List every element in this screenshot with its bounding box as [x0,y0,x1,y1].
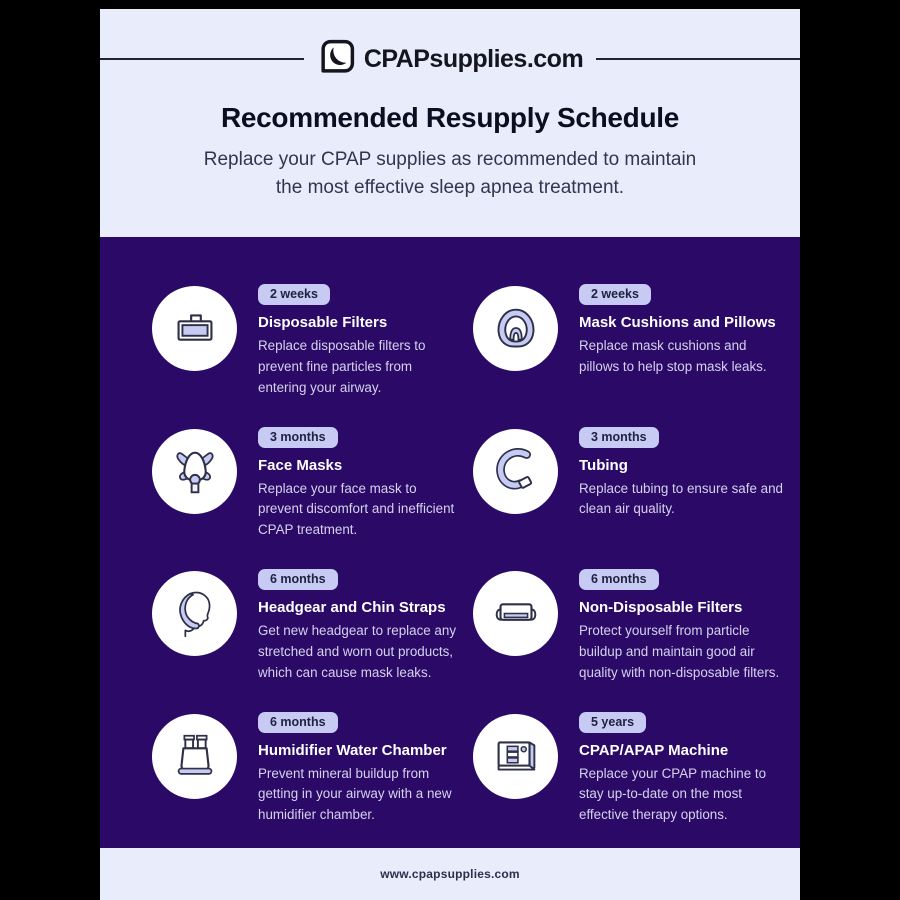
page-subtitle [100,146,800,201]
headgear-icon [166,585,224,643]
page-subtitle-line2: the most effective sleep apnea treatment. [275,176,625,198]
logo-row [100,36,800,82]
item-title: Non-Disposable Filters [579,599,743,616]
supply-item [152,427,473,570]
replacement-interval-badge: 5 years [579,712,646,733]
disposable-filter-icon [166,300,224,358]
item-desc: Replace tubing to ensure safe and clean air quality. [579,480,783,517]
top-border-strip [100,0,800,9]
tubing-icon [487,442,545,500]
schedule-panel [100,237,800,848]
item-desc: Replace mask cushions and pillows to help stop mask leaks. [579,338,767,374]
mask-cushion-icon [487,300,545,358]
item-title: Headgear and Chin Straps [258,599,446,616]
item-desc: Replace your CPAP machine to stay up-to-date on the most effective therapy options. [579,765,767,823]
item-icon-circle [152,286,237,371]
face-mask-icon [166,442,224,500]
item-text [579,569,785,684]
item-desc: Replace disposable filters to prevent fine particles from entering your airway. [258,338,426,395]
non-disposable-filter-icon [487,585,545,643]
replacement-interval-badge: 6 months [258,712,338,733]
item-title: CPAP/APAP Machine [579,741,729,759]
item-desc: Get new headgear to replace any stretched and worn out products, which can cause mask leaks. [258,623,457,680]
footer [100,848,800,900]
item-icon-circle [473,714,558,799]
item-title: Humidifier Water Chamber [258,741,447,759]
replacement-interval-badge: 2 weeks [579,284,651,305]
supply-item [473,284,794,427]
page-subtitle-line1: Replace your CPAP supplies as recommended to maintain [203,149,697,170]
cpap-machine-icon [487,727,545,785]
item-text [258,569,464,684]
item-icon-circle [152,571,237,656]
item-icon-circle [152,714,237,799]
brand-name: CPAPsupplies.com [363,44,584,73]
item-title: Mask Cushions and Pillows [579,314,776,331]
supply-grid [100,237,800,848]
brand-logo [317,37,583,82]
logo-rule-left [100,58,304,60]
item-title: Face Masks [258,456,343,474]
footer-url: www.cpapsupplies.com [380,867,520,881]
item-text [579,427,785,521]
item-text [579,284,785,378]
humidifier-icon [166,727,224,785]
item-title: Tubing [579,456,628,474]
logo-rule-right [596,58,800,60]
item-text [258,427,464,542]
item-desc: Replace your face mask to prevent discomfort and inefficient CPAP treatment. [258,480,455,538]
item-title: Disposable Filters [258,314,388,331]
infographic-page [100,0,800,900]
replacement-interval-badge: 6 months [258,569,338,590]
brand-moon-bubble-icon [317,37,357,82]
supply-item [473,569,794,712]
item-desc: Prevent mineral buildup from getting in your airway with a new humidifier chamber. [258,765,452,823]
item-icon-circle [152,429,237,514]
page-title: Recommended Resupply Schedule [220,102,680,133]
replacement-interval-badge: 6 months [579,569,659,590]
item-text [258,284,464,399]
replacement-interval-badge: 2 weeks [258,284,330,305]
supply-item [152,284,473,427]
item-icon-circle [473,286,558,371]
supply-item [152,569,473,712]
item-icon-circle [473,429,558,514]
supply-item [473,427,794,570]
supply-item [473,712,794,849]
replacement-interval-badge: 3 months [579,427,659,448]
item-text [579,712,785,827]
supply-item [152,712,473,849]
item-icon-circle [473,571,558,656]
item-text [258,712,464,827]
item-desc: Protect yourself from particle buildup and maintain good air quality with non-disposable filters. [579,623,780,680]
replacement-interval-badge: 3 months [258,427,338,448]
